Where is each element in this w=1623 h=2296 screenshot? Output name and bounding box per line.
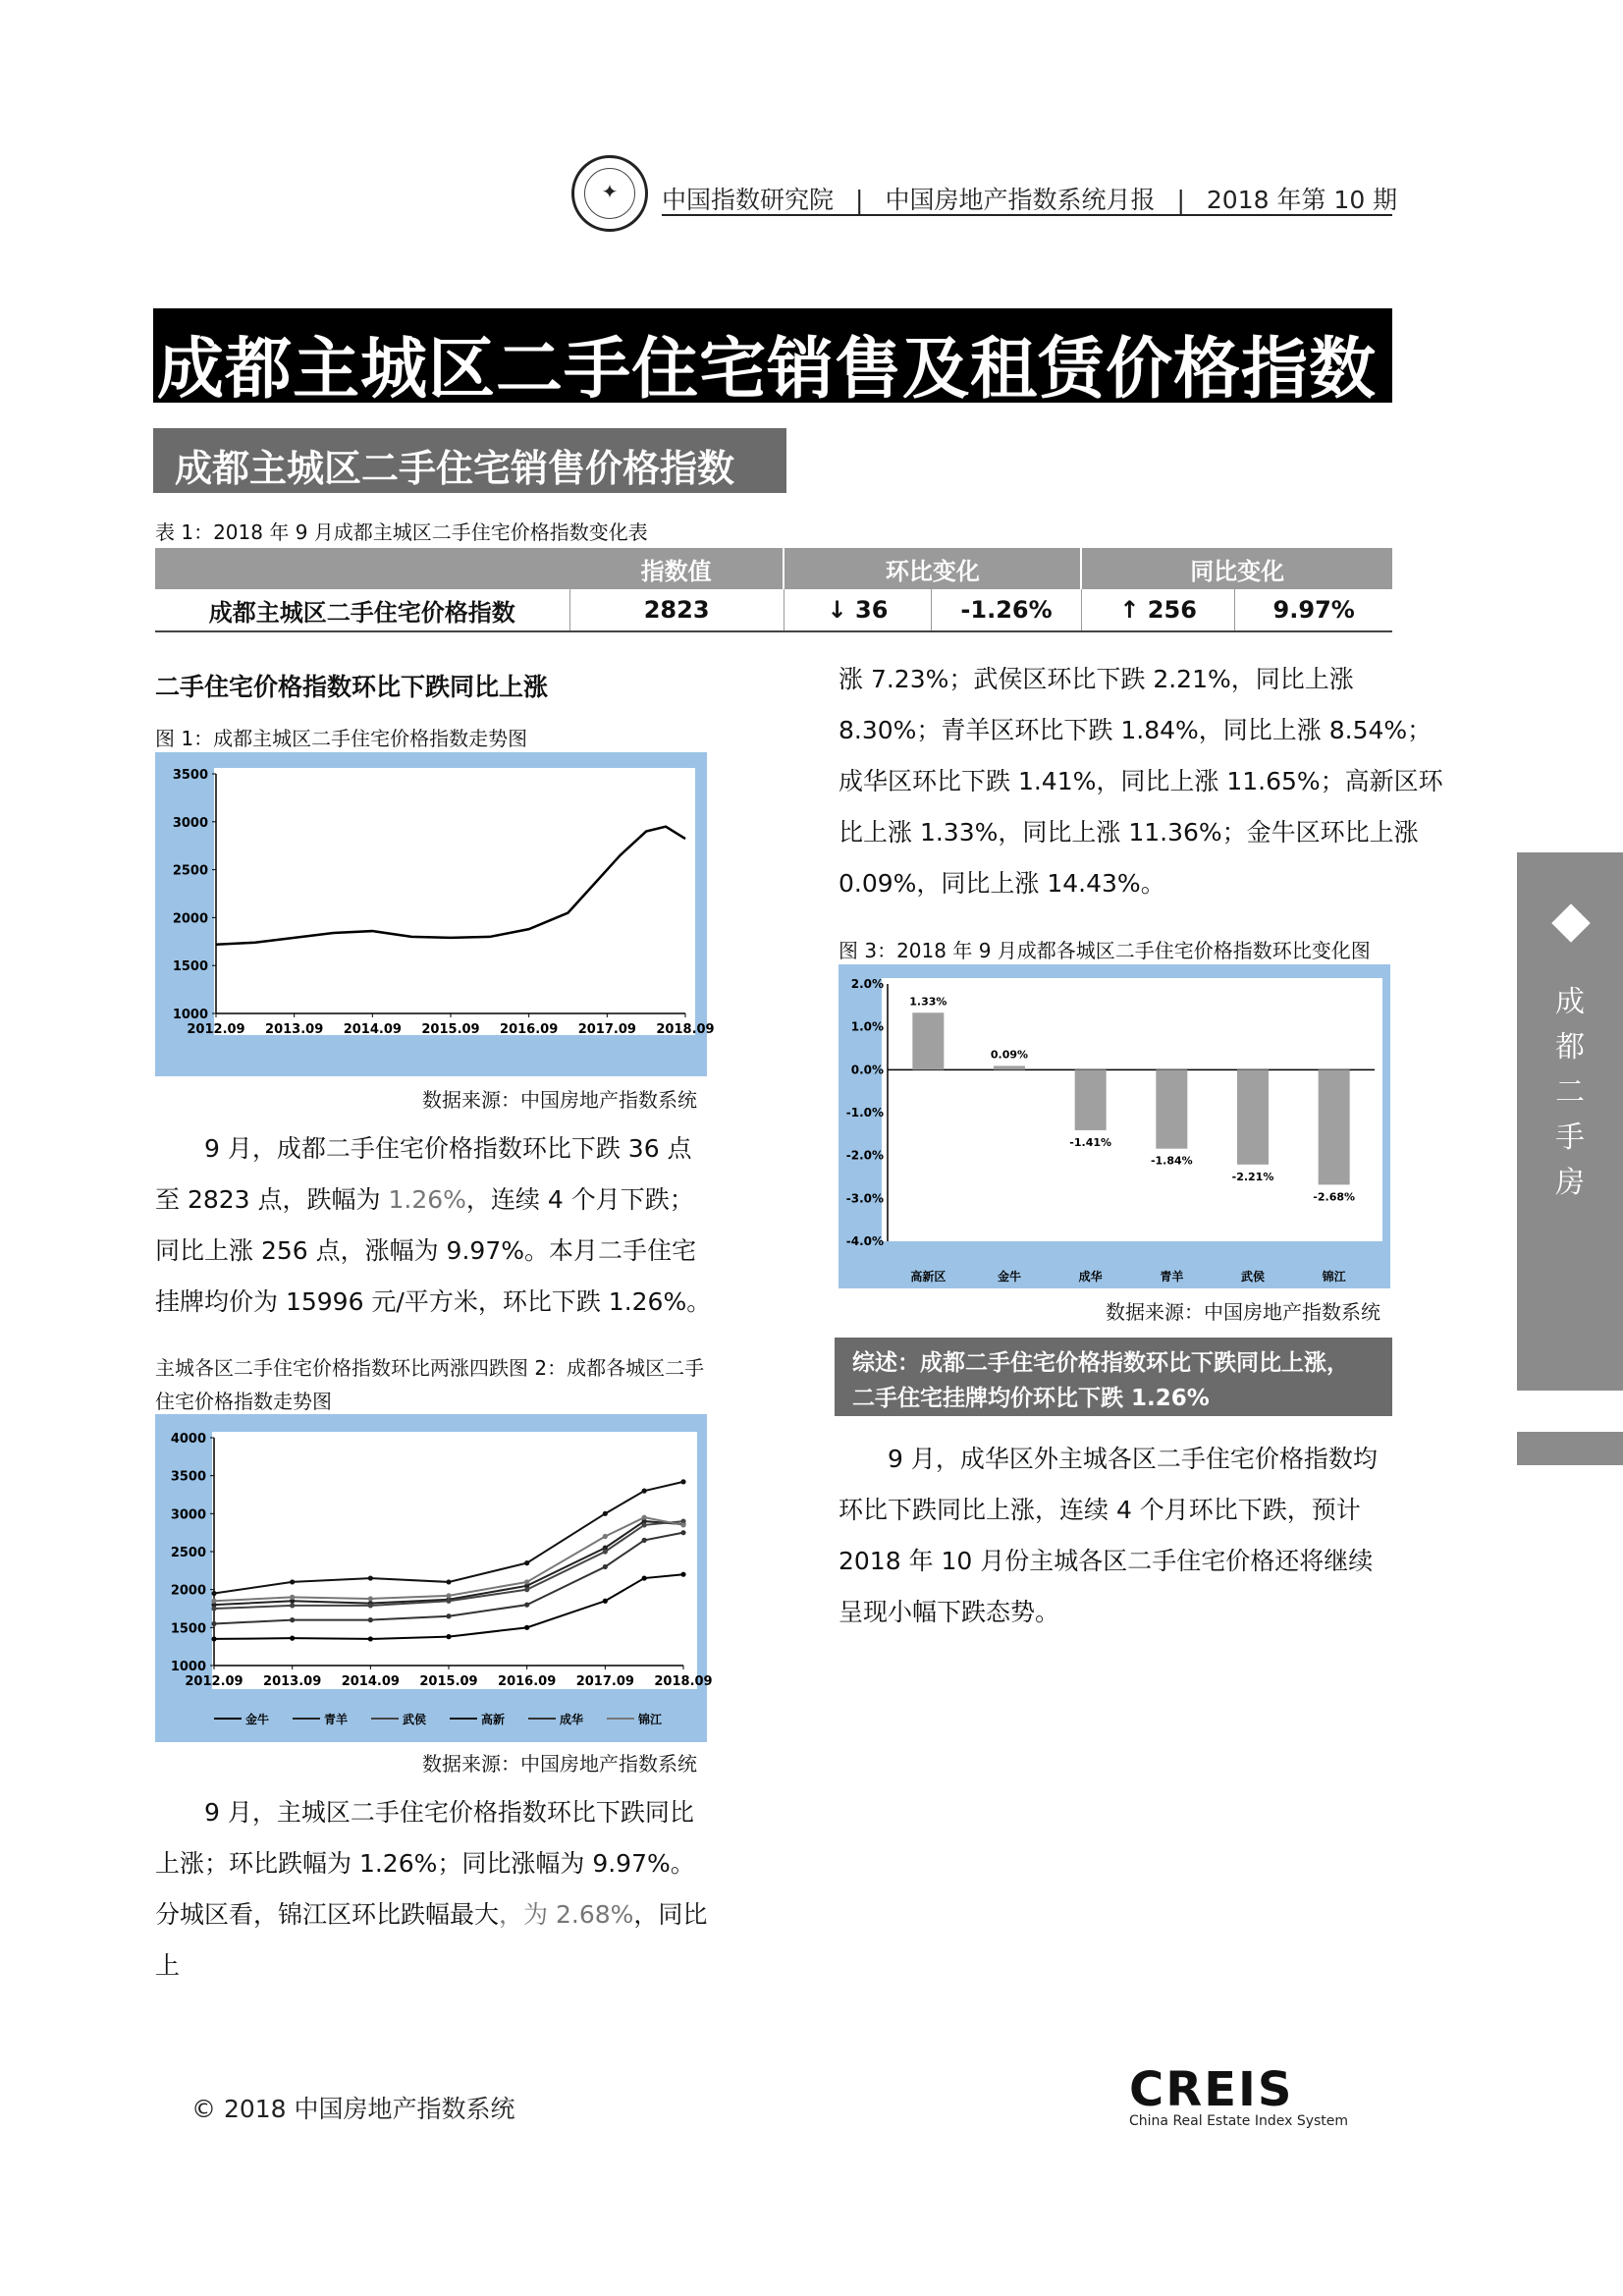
- table-header-blank: [155, 548, 569, 589]
- data-point: [446, 1593, 451, 1598]
- header-report: 中国房地产指数系统月报: [885, 186, 1156, 214]
- page-title: 成都主城区二手住宅销售及租赁价格指数: [157, 331, 1378, 409]
- para1-c: ，连续 4 个月下跌；同比上涨 256 点，涨幅为 9.97%。本月二手住宅挂牌均价为 15996 元/平方米，环比下跌 1.26%。: [155, 1185, 712, 1316]
- y-tick-label: 1000: [172, 1008, 208, 1022]
- side-char: 手: [1555, 1121, 1585, 1155]
- data-point: [368, 1575, 373, 1580]
- summary-line2: 二手住宅挂牌均价环比下跌 1.26%: [852, 1386, 1210, 1411]
- para2-a: 9 月，主城区二手住宅价格指数环比下跌同比上涨；环比跌幅为 1.26%；同比涨幅为 9.97%。分城区看，锦江区环比跌幅最大: [155, 1798, 695, 1929]
- y-tick-label: 3500: [172, 768, 208, 783]
- table-cell-yoy-change: ↑ 256: [1081, 589, 1234, 631]
- x-tick-label: 武侯: [1240, 1270, 1266, 1284]
- data-label: -1.41%: [1069, 1135, 1112, 1149]
- institute-logo: ✦: [571, 155, 648, 232]
- title-banner: [153, 308, 1392, 409]
- data-point: [603, 1564, 608, 1569]
- table-row: [155, 589, 1392, 631]
- x-tick-label: 2012.09: [187, 1022, 245, 1037]
- side-tab: [1517, 852, 1623, 1391]
- header-underline: [662, 214, 1392, 216]
- creis-tagline: China Real Estate Index System: [1129, 2113, 1349, 2129]
- data-point: [446, 1579, 451, 1584]
- data-label: 0.09%: [990, 1048, 1029, 1062]
- x-tick-label: 2018.09: [656, 1022, 715, 1037]
- data-point: [446, 1634, 451, 1639]
- fig1-svg: [155, 752, 715, 1076]
- legend-label: 高新: [481, 1713, 506, 1726]
- y-tick-label: 3000: [172, 815, 208, 831]
- data-point: [290, 1579, 295, 1584]
- data-point: [603, 1599, 608, 1604]
- fig1-source: 数据来源：中国房地产指数系统: [422, 1088, 697, 1112]
- data-point: [524, 1579, 529, 1584]
- data-point: [603, 1549, 608, 1554]
- y-tick-label: 2000: [170, 1583, 206, 1599]
- y-tick-label: -1.0%: [845, 1106, 884, 1120]
- table-header-value: 指数值: [569, 548, 784, 589]
- x-tick-label: 金牛: [997, 1270, 1022, 1284]
- data-point: [211, 1621, 216, 1626]
- bar: [912, 1012, 944, 1069]
- data-point: [680, 1530, 685, 1535]
- data-point: [211, 1591, 216, 1596]
- bar: [1156, 1069, 1187, 1148]
- index-table: [155, 548, 1392, 632]
- header-issue: 2018 年第 10 期: [1206, 186, 1398, 214]
- y-tick-label: 3500: [170, 1469, 206, 1485]
- x-tick-label: 2018.09: [654, 1674, 713, 1689]
- bar: [994, 1066, 1025, 1069]
- data-point: [290, 1636, 295, 1641]
- y-tick-label: 2500: [170, 1546, 206, 1560]
- x-tick-label: 青羊: [1160, 1270, 1184, 1284]
- side-tab-text: [1517, 980, 1623, 1206]
- side-char: 二: [1555, 1075, 1585, 1110]
- header-org: 中国指数研究院: [662, 186, 835, 214]
- data-point: [603, 1534, 608, 1539]
- x-tick-label: 2015.09: [419, 1674, 478, 1689]
- subtitle-banner: [153, 428, 786, 493]
- fig2-chart: [155, 1414, 713, 1742]
- section1-heading: 二手住宅价格指数环比下跌同比上涨: [155, 673, 549, 701]
- y-tick-label: 1000: [170, 1660, 206, 1674]
- legend-label: 武侯: [403, 1713, 427, 1726]
- paragraph-3: 涨 7.23%；武侯区环比下跌 2.21%，同比上涨 8.30%；青羊区环比下跌 1.84%，同比上涨 8.54%；成华区环比下跌 1.41%，同比上涨 11.65%；高新区环比上涨 1.33%，同比上涨 11.36%；金牛区环比上涨 0.09%，同比上涨 14.43%。: [839, 665, 1443, 898]
- y-tick-label: 1.0%: [850, 1019, 884, 1034]
- x-tick-label: 2013.09: [263, 1674, 322, 1689]
- legend-label: 成华: [560, 1713, 584, 1726]
- data-point: [642, 1489, 647, 1494]
- footer-copyright: © 2018 中国房地产指数系统: [191, 2095, 515, 2123]
- x-tick-label: 2015.09: [421, 1022, 480, 1037]
- data-label: -2.21%: [1231, 1170, 1274, 1183]
- y-tick-label: -2.0%: [845, 1148, 884, 1163]
- data-point: [524, 1587, 529, 1592]
- bar: [1075, 1069, 1107, 1130]
- data-point: [446, 1599, 451, 1604]
- data-point: [524, 1560, 529, 1565]
- y-tick-label: -3.0%: [845, 1191, 884, 1206]
- data-point: [642, 1522, 647, 1527]
- summary-text: [852, 1345, 1349, 1416]
- para1-a: 9 月，成都二手住宅价格指数环比下跌 36 点至 2823 点，跌幅为: [155, 1134, 692, 1214]
- summary-line1: 综述：成都二手住宅价格指数环比下跌同比上涨，: [852, 1350, 1349, 1376]
- fig3-caption: 图 3：2018 年 9 月成都各城区二手住宅价格指数环比变化图: [839, 939, 1371, 962]
- bar: [1319, 1069, 1350, 1184]
- table-header-row: [155, 548, 1392, 589]
- data-point: [368, 1603, 373, 1608]
- side-char: 房: [1555, 1166, 1585, 1200]
- data-point: [642, 1575, 647, 1580]
- x-tick-label: 2017.09: [575, 1674, 634, 1689]
- data-point: [368, 1636, 373, 1641]
- y-tick-label: 2500: [172, 863, 208, 879]
- data-point: [290, 1617, 295, 1622]
- data-point: [680, 1479, 685, 1484]
- data-label: 1.33%: [909, 995, 947, 1009]
- x-tick-label: 2016.09: [498, 1674, 557, 1689]
- table-cell-mom-change: ↓ 36: [784, 589, 931, 631]
- data-point: [680, 1522, 685, 1527]
- fig1-caption: 图 1：成都主城区二手住宅价格指数走势图: [155, 727, 528, 750]
- creis-brand: CREIS: [1129, 2062, 1294, 2117]
- para2-c: ，同比上: [155, 1900, 708, 1980]
- table-cell-yoy-pct: 9.97%: [1235, 589, 1392, 631]
- report-header: [571, 155, 1398, 234]
- data-label: -1.84%: [1150, 1154, 1193, 1168]
- data-point: [642, 1538, 647, 1543]
- creis-logo: [1129, 2062, 1349, 2129]
- x-tick-label: 高新区: [910, 1270, 947, 1284]
- y-tick-label: 1500: [170, 1621, 206, 1637]
- y-tick-label: 2.0%: [850, 977, 884, 991]
- paragraph-1: [155, 1123, 713, 1328]
- x-tick-label: 2012.09: [185, 1674, 243, 1689]
- data-point: [211, 1606, 216, 1611]
- fig2-caption: 主城各区二手住宅价格指数环比两涨四跌图 2：成都各城区二手住宅价格指数走势图: [155, 1356, 705, 1413]
- y-tick-label: -4.0%: [845, 1234, 884, 1248]
- y-tick-label: 2000: [172, 911, 208, 927]
- data-point: [603, 1511, 608, 1516]
- data-point: [446, 1613, 451, 1618]
- y-tick-label: 4000: [170, 1432, 206, 1447]
- data-point: [642, 1515, 647, 1520]
- table1-caption: 表 1：2018 年 9 月成都主城区二手住宅价格指数变化表: [155, 520, 648, 544]
- data-point: [368, 1617, 373, 1622]
- data-point: [211, 1599, 216, 1604]
- para2-b: ，为 2.68%: [499, 1900, 634, 1929]
- x-tick-label: 锦江: [1322, 1270, 1346, 1284]
- legend-label: 锦江: [638, 1713, 663, 1726]
- table-cell-value: 2823: [569, 589, 784, 631]
- table-row-label: 成都主城区二手住宅价格指数: [155, 589, 569, 631]
- para1-b: 1.26%: [388, 1185, 466, 1214]
- bar: [1237, 1069, 1269, 1165]
- table-header-mom: 环比变化: [784, 548, 1081, 589]
- page-subtitle: 成都主城区二手住宅销售价格指数: [175, 447, 735, 490]
- paragraph-2: [155, 1787, 713, 1992]
- diamond-icon: [1551, 903, 1591, 943]
- y-tick-label: 0.0%: [850, 1063, 884, 1077]
- fig3-source: 数据来源：中国房地产指数系统: [1106, 1300, 1380, 1324]
- x-tick-label: 2014.09: [343, 1022, 402, 1037]
- data-point: [290, 1595, 295, 1600]
- data-point: [211, 1636, 216, 1641]
- y-tick-label: 3000: [170, 1507, 206, 1523]
- x-tick-label: 2013.09: [265, 1022, 324, 1037]
- data-point: [290, 1603, 295, 1608]
- data-point: [524, 1625, 529, 1630]
- side-char: 都: [1555, 1030, 1585, 1065]
- data-label: -2.68%: [1313, 1190, 1356, 1204]
- x-tick-label: 2017.09: [577, 1022, 636, 1037]
- header-text: 中国指数研究院 | 中国房地产指数系统月报 | 2018 年第 10 期: [662, 186, 1398, 214]
- data-point: [368, 1596, 373, 1601]
- fig2-source: 数据来源：中国房地产指数系统: [422, 1752, 697, 1776]
- fig2-svg: [155, 1414, 713, 1742]
- y-tick-label: 1500: [172, 959, 208, 975]
- fig1-chart: [155, 752, 715, 1076]
- legend-label: 青羊: [324, 1713, 349, 1726]
- side-tab-lower: [1517, 1432, 1623, 1465]
- paragraph-4: 9 月，成华区外主城各区二手住宅价格指数均环比下跌同比上涨，连续 4 个月环比下跌，预计 2018 年 10 月份主城各区二手住宅价格还将继续呈现小幅下跌态势。: [839, 1445, 1378, 1626]
- side-char: 成: [1555, 985, 1585, 1019]
- x-tick-label: 2016.09: [500, 1022, 559, 1037]
- legend-label: 金牛: [245, 1713, 270, 1726]
- summary-banner: [835, 1338, 1392, 1416]
- x-tick-label: 成华: [1078, 1270, 1103, 1284]
- data-point: [524, 1603, 529, 1608]
- table-header-yoy: 同比变化: [1081, 548, 1392, 589]
- fig3-chart: [839, 964, 1390, 1288]
- data-point: [680, 1572, 685, 1577]
- x-tick-label: 2014.09: [341, 1674, 400, 1689]
- table-cell-mom-pct: -1.26%: [932, 589, 1082, 631]
- fig3-svg: [839, 964, 1390, 1288]
